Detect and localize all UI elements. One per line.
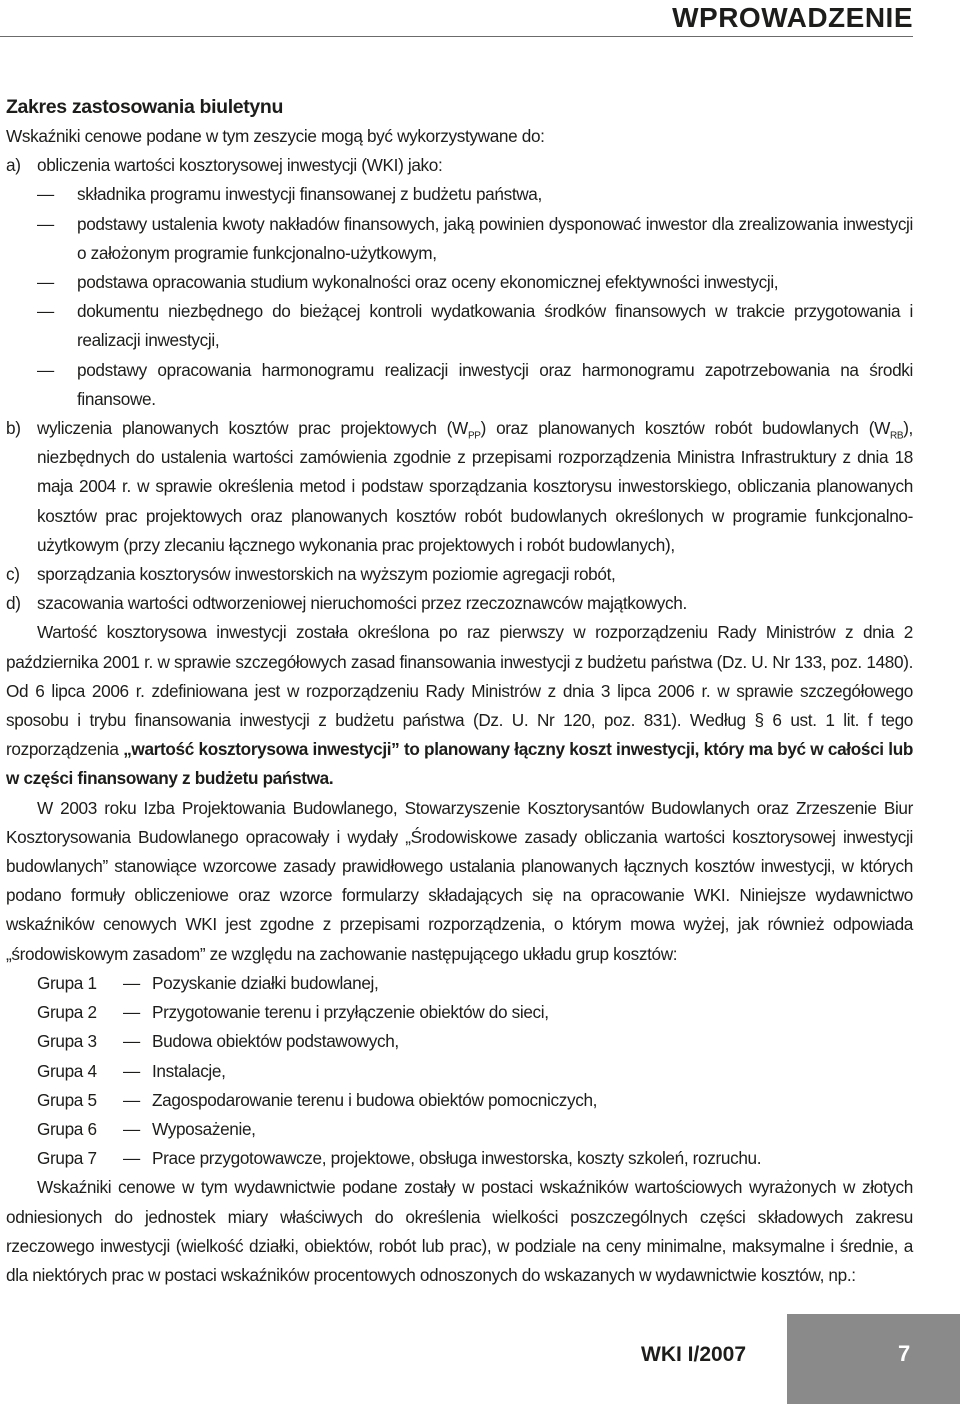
dash-marker: — <box>37 184 54 205</box>
item-text: szacowania wartości odtworzeniowej nieruchomości przez rzeczoznawców majątkowych. <box>37 593 687 614</box>
item-label: d) <box>6 593 21 614</box>
item-b-text-part2: ) oraz planowanych kosztów robót budowlanych (W <box>480 418 890 439</box>
cost-groups-list <box>6 969 913 1173</box>
item-b-text-part1: wyliczenia planowanych kosztów prac projektowych (W <box>37 418 468 439</box>
cost-group-row <box>6 1027 913 1056</box>
cost-group-row <box>6 969 913 998</box>
dash-item <box>37 297 913 355</box>
page-number: 7 <box>898 1341 911 1366</box>
item-b-text-part3: ), niezbędnych do ustalenia wartości zamówienia zgodnie z przepisami rozporządzenia Ministra Infrastruktury z dnia 18 maja 2004 r. w sprawie określenia metod i podstaw sporządzania kosztorysu inwestorskiego, obliczania planowanych kosztów prac projektowych oraz planowanych kosztów robót budowlanych określonych w programie funkcjonalno-użytkowym (przy zlecaniu łącznego wykonania prac projektowych i robót budowlanych), <box>37 418 913 555</box>
paragraph-wki-definition <box>6 618 913 793</box>
subscript-rb: RB <box>889 430 904 442</box>
group-dash: — <box>123 1118 140 1139</box>
cost-group-row <box>6 1115 913 1144</box>
dash-item <box>37 180 913 209</box>
item-label: b) <box>6 418 21 439</box>
item-label: a) <box>6 155 21 176</box>
dash-marker: — <box>37 213 54 234</box>
group-description: Przygotowanie terenu i przyłączenie obiektów do sieci, <box>152 1002 549 1023</box>
paragraph-text: Wartość kosztorysowa inwestycji została określona po raz pierwszy w rozporządzeniu Rady Ministrów z dnia 2 października 2001 r. w sprawie szczegółowych zasad finansowania inwestycji z budżetu państwa (Dz. U. Nr 133, poz. 1480). Od 6 lipca 2006 r. zdefiniowana jest w rozporządzeniu Rady Ministrów z dnia 3 lipca 2006 r. w sprawie szczegółowego sposobu i trybu finansowania inwestycji z budżetu państwa (Dz. U. Nr 120, poz. 831). Według § 6 ust. 1 lit. f tego rozporządzenia <box>6 622 913 760</box>
dash-list <box>37 180 913 414</box>
dash-text: dokumentu niezbędnego do bieżącej kontroli wydatkowania środków finansowych w trakcie przygotowania i realizacji inwestycji, <box>77 301 913 351</box>
list-item-d <box>6 589 913 618</box>
page-header-title: WPROWADZENIE <box>672 2 913 33</box>
dash-marker: — <box>37 272 54 293</box>
paragraph-indicators: Wskaźniki cenowe w tym wydawnictwie podane zostały w postaci wskaźników wartościowych wyrażonych w złotych odniesionych do jednostek miary właściwych do określenia wielkości poszczególnych części składowych zakresu rzeczowego inwestycji (wielkość działki, obiektów, robót lub prac), w podziale na ceny minimalne, maksymalne i średnie, a dla niektórych prac w postaci wskaźników procentowych odnoszonych do wskazanych w wydawnictwie kosztów, np.: <box>6 1177 913 1285</box>
group-dash: — <box>123 1031 140 1052</box>
header-divider <box>0 36 913 37</box>
group-dash: — <box>123 1002 140 1023</box>
section-title: Zakres zastosowania biuletynu <box>6 96 284 118</box>
dash-item <box>37 356 913 414</box>
item-text <box>37 414 913 560</box>
cost-group-row <box>6 998 913 1027</box>
subscript-pp: PP <box>467 430 481 442</box>
group-description: Prace przygotowawcze, projektowe, obsługa inwestorska, koszty szkoleń, rozruchu. <box>152 1148 762 1169</box>
cost-group-row <box>6 1086 913 1115</box>
dash-marker: — <box>37 301 54 322</box>
list-item-a <box>6 151 913 180</box>
cost-group-row <box>6 1057 913 1086</box>
group-name: Grupa 4 <box>37 1060 97 1081</box>
group-name: Grupa 2 <box>37 1002 97 1023</box>
group-description: Instalacje, <box>152 1060 226 1081</box>
group-dash: — <box>123 1148 140 1169</box>
dash-text: podstawy ustalenia kwoty nakładów finansowych, jaką powinien dysponować inwestor dla zrealizowania inwestycji o założonym programie funkcjonalno-użytkowym, <box>77 213 913 263</box>
main-content <box>6 92 913 1290</box>
footer-publication: WKI I/2007 <box>641 1343 747 1366</box>
dash-marker: — <box>37 359 54 380</box>
group-name: Grupa 6 <box>37 1118 97 1139</box>
item-label: c) <box>6 564 20 585</box>
group-dash: — <box>123 1060 140 1081</box>
cost-group-row <box>6 1144 913 1173</box>
section-intro: Wskaźniki cenowe podane w tym zeszycie mogą być wykorzystywane do: <box>6 126 545 146</box>
group-dash: — <box>123 972 140 993</box>
group-description: Pozyskanie działki budowlanej, <box>152 972 379 993</box>
group-name: Grupa 7 <box>37 1148 97 1169</box>
footer-page-box <box>787 1314 960 1404</box>
item-text: obliczenia wartości kosztorysowej inwestycji (WKI) jako: <box>37 155 443 176</box>
item-text: sporządzania kosztorysów inwestorskich na wyższym poziomie agregacji robót, <box>37 564 616 585</box>
group-description: Zagospodarowanie terenu i budowa obiektów pomocniczych, <box>152 1089 598 1110</box>
paragraph-bold-definition: „wartość kosztorysowa inwestycji” to planowany łączny koszt inwestycji, który ma być w całości lub w części finansowany z budżetu państwa. <box>6 739 913 789</box>
paragraph-standards: W 2003 roku Izba Projektowania Budowlanego, Stowarzyszenie Kosztorysantów Budowlanych oraz Zrzeszenie Biur Kosztorysowania Budowlanego opracowały i wydały „Środowiskowe zasady obliczania wartości kosztorysowej inwestycji budowlanych” stanowiące wzorcowe zasady prawidłowego ustalania planowanych łącznych kosztów inwestycji, w których podano formuły obliczeniowe oraz wzorce formularzy składających się na opracowanie WKI. Niniejsze wydawnictwo wskaźników cenowych WKI jest zgodne z przepisami rozporządzenia, o którym mowa wyżej, jak również odpowiada „środowiskowym zasadom” ze względu na zachowanie następującego układu grup kosztów: <box>6 797 913 964</box>
group-description: Wyposażenie, <box>152 1118 256 1139</box>
dash-item <box>37 268 913 297</box>
group-description: Budowa obiektów podstawowych, <box>152 1031 399 1052</box>
dash-text: podstawy opracowania harmonogramu realizacji inwestycji oraz harmonogramu zapotrzebowania na środki finansowe. <box>77 359 913 409</box>
list-item-b <box>6 414 913 560</box>
dash-item <box>37 210 913 268</box>
dash-text: składnika programu inwestycji finansowanej z budżetu państwa, <box>77 184 542 205</box>
group-dash: — <box>123 1089 140 1110</box>
list-item-c <box>6 560 913 589</box>
dash-text: podstawa opracowania studium wykonalności oraz oceny ekonomicznej efektywności inwestycji, <box>77 272 779 293</box>
group-name: Grupa 5 <box>37 1089 97 1110</box>
group-name: Grupa 3 <box>37 1031 97 1052</box>
group-name: Grupa 1 <box>37 972 97 993</box>
